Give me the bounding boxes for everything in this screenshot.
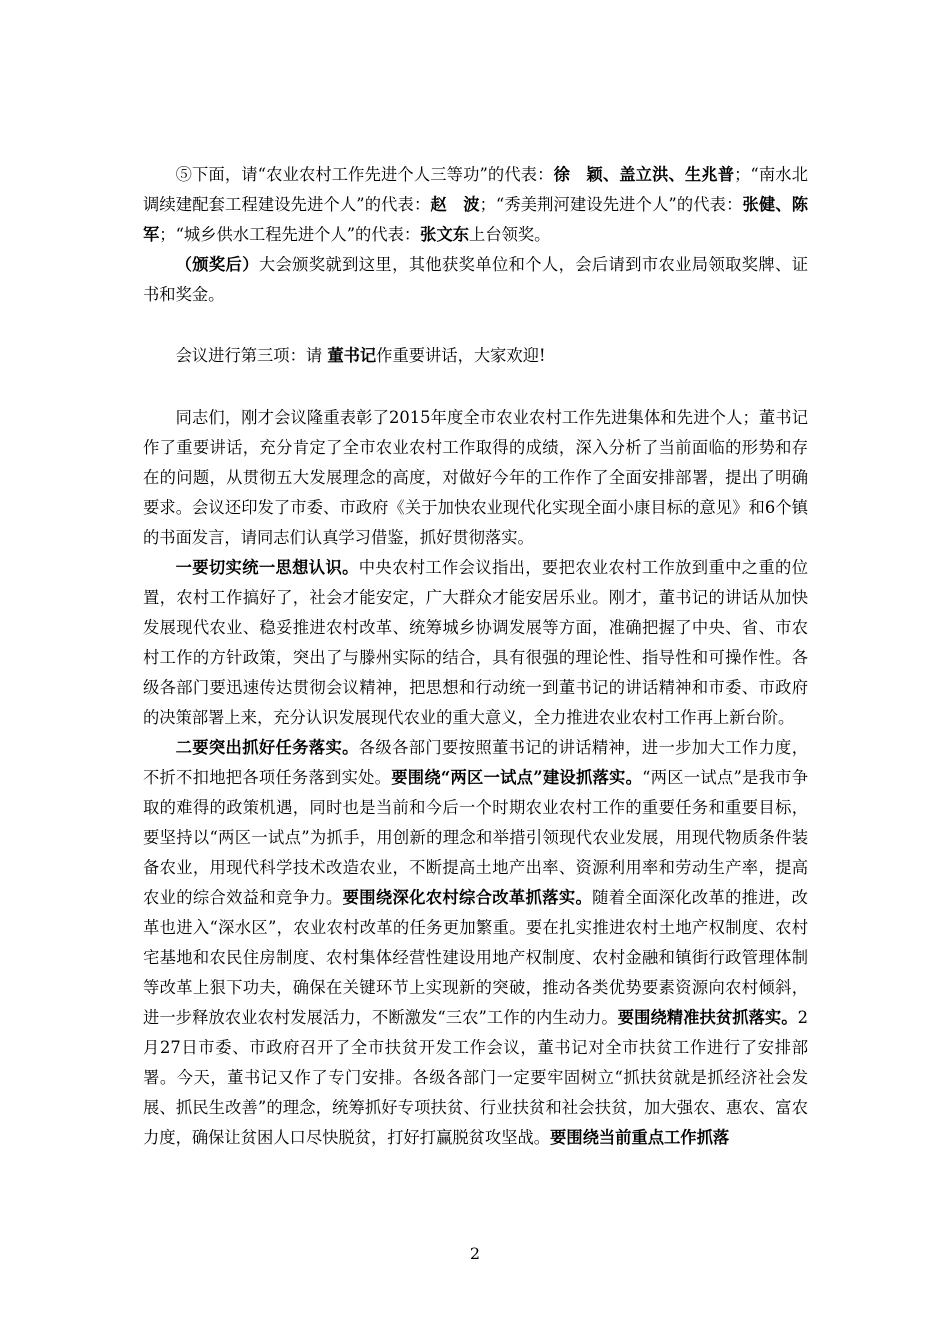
awardee-names: 赵 波 xyxy=(430,195,480,214)
text-run: “两区一试点”是我市争取的难得的政策机遇，同时也是当前和今后一个时期农业农村工作的重要任务和重要目标，要坚持以“两区一试点”为抓手，用创新的理念和举措引领现代农业发展，用现代物质条件装备农业，用现代科学技术改造农业，不断提高土地产出率、资源利用率和劳动生产率，提高农业的综合效益和竞争力。 xyxy=(143,768,808,907)
stage-direction: （颁奖后） xyxy=(175,255,259,274)
after-award-paragraph xyxy=(143,250,808,310)
blank-line xyxy=(143,310,808,341)
text-run: ；“南水北调续建配套工程建设先进个人”的代表： xyxy=(143,165,808,214)
awardee-names: 张健、陈 军 xyxy=(143,195,825,244)
text-run: 2月27日市委、市政府召开了全市扶贫开发工作会议，董书记对全市扶贫工作进行了安排部署。今天，董书记又作了专门安排。各级各部门一定要牢固树立“抓扶贫就是抓经济社会发展、抓民生改善”的理念，统筹抓好专项扶贫、行业扶贫和社会扶贫，加大强农、惠农、富农力度，确保让贫困人口尽快脱贫，打好打赢脱贫攻坚战。 xyxy=(143,1008,808,1147)
point-two-paragraph xyxy=(143,733,808,1153)
text-run: 会议进行第三项：请 xyxy=(175,346,328,365)
awardee-names: 张文东 xyxy=(420,225,470,244)
point-heading: 二要突出抓好任务落实。 xyxy=(175,738,359,757)
agenda-item-paragraph xyxy=(143,341,808,371)
text-run: ⑤下面，请“农业农村工作先进个人三等功”的代表： xyxy=(175,165,554,184)
sub-point-heading: 要围绕精准扶贫抓落实。 xyxy=(617,1008,798,1027)
point-heading: 一要切实统一思想认识。 xyxy=(175,558,359,577)
document-body xyxy=(143,160,825,1153)
text-run: 大会颁奖就到这里，其他获奖单位和个人，会后请到市农业局领取奖牌、证书和奖金。 xyxy=(143,255,808,304)
text-run: 随着全面深化改革的推进，改革也进入“深水区”，农业农村改革的任务更加繁重。要在扎实推进农村土地产权制度、农村宅基地和农民住房制度、农村集体经营性建设用地产权制度、农村金融和镇街行政管理体制等改革上狠下功夫，确保在关键环节上实现新的突破，推动各类优势要素资源向农村倾斜，进一步释放农业农村发展活力，不断激发“三农”工作的内生动力。 xyxy=(143,888,808,1027)
award-representatives-paragraph xyxy=(143,160,825,250)
blank-line xyxy=(143,371,808,403)
text-run: 各级各部门要按照董书记的讲话精神，进一步加大工作力度，不折不扣地把各项任务落到实处。 xyxy=(143,738,808,787)
text-run: ；“秀美荆河建设先进个人”的代表： xyxy=(479,195,743,214)
text-run: 中央农村工作会议指出，要把农业农村工作放到重中之重的位置，农村工作搞好了，社会才能安定，广大群众才能安居乐业。刚才，董书记的讲话从加快发展现代农业、稳妥推进农村改革、统筹城乡协调发展等方面，准确把握了中央、省、市农村工作的方针政策，突出了与滕州实际的结合，具有很强的理论性、指导性和可操作性。各级各部门要迅速传达贯彻会议精神，把思想和行动统一到董书记的讲话精神和市委、市政府的决策部署上来，充分认识发展现代农业的重大意义，全力推进农业农村工作再上新台阶。 xyxy=(143,558,808,727)
page-number: 2 xyxy=(469,1244,481,1263)
sub-point-heading: 要围绕“两区一试点”建设抓落实。 xyxy=(391,768,643,787)
sub-point-heading: 要围绕当前重点工作抓落 xyxy=(550,1128,730,1147)
speaker-name: 董书记 xyxy=(327,346,377,365)
text-run: 作重要讲话，大家欢迎! xyxy=(376,346,546,365)
text-run: 上台领奖。 xyxy=(469,225,551,244)
summary-paragraph: 同志们，刚才会议隆重表彰了2015年度全市农业农村工作先进集体和先进个人；董书记作了重要讲话，充分肯定了全市农业农村工作取得的成绩，深入分析了当前面临的形势和存在的问题，从贯彻五大发展理念的高度，对做好今年的工作作了全面安排部署，提出了明确要求。会议还印发了市委、市政府《关于加快农业现代化实现全面小康目标的意见》和6个镇的书面发言，请同志们认真学习借鉴，抓好贯彻落实。 xyxy=(143,408,808,547)
sub-point-heading: 要围绕深化农村综合改革抓落实。 xyxy=(342,888,593,907)
text-run: ；“城乡供水工程先进个人”的代表： xyxy=(159,225,421,244)
awardee-names: 徐 颖、盖立洪、生兆普 xyxy=(553,165,735,184)
point-one-paragraph xyxy=(143,553,808,733)
